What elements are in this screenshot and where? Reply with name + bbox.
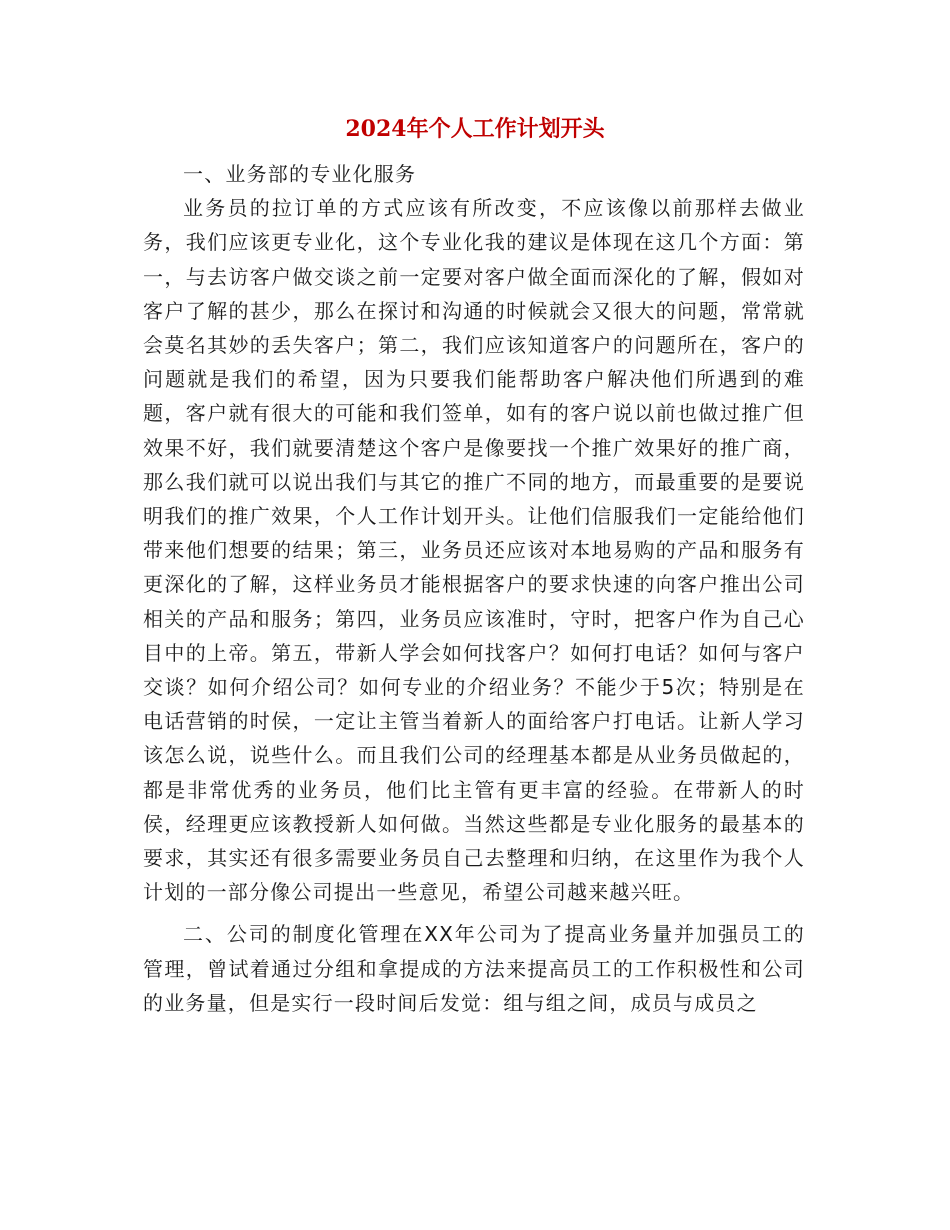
document-title: 2024年个人工作计划开头	[345, 116, 605, 142]
section-heading: 一、业务部的专业化服务	[183, 162, 417, 186]
document-body	[143, 157, 805, 1020]
body-paragraph: 二、公司的制度化管理在XX年公司为了提高业务量并加强员工的管理，曾试着通过分组和拿提成的方法来提高员工的工作积极性和公司的业务量，但是实行一段时间后发觉：组与组之间，成员与成员之	[143, 922, 805, 1015]
body-paragraph: 业务员的拉订单的方式应该有所改变，不应该像以前那样去做业务，我们应该更专业化，这个专业化我的建议是体现在这几个方面：第一，与去访客户做交谈之前一定要对客户做全面而深化的了解，假如对客户了解的甚少，那么在探讨和沟通的时候就会又很大的问题，常常就会莫名其妙的丢失客户；第二，我们应该知道客户的问题所在，客户的问题就是我们的希望，因为只要我们能帮助客户解决他们所遇到的难题，客户就有很大的可能和我们签单，如有的客户说以前也做过推广但效果不好，我们就要清楚这个客户是像要找一个推广效果好的推广商，那么我们就可以说出我们与其它的推广不同的地方，而最重要的是要说明我们的推广效果，个人工作计划开头。让他们信服我们一定能给他们带来他们想要的结果；第三，业务员还应该对本地易购的产品和服务有更深化的了解，这样业务员才能根据客户的要求快速的向客户推出公司相关的产品和服务；第四，业务员应该准时，守时，把客户作为自己心目中的上帝。第五，带新人学会如何找客户？如何打电话？如何与客户交谈？如何介绍公司？如何专业的介绍业务？不能少于5次；特别是在电话营销的时侯，一定让主管当着新人的面给客户打电话。让新人学习该怎么说，说些什么。而且我们公司的经理基本都是从业务员做起的，都是非常优秀的业务员，他们比主管有更丰富的经验。在带新人的时侯，经理更应该教授新人如何做。当然这些都是专业化服务的最基本的要求，其实还有很多需要业务员自己去整理和归纳，在这里作为我个人计划的一部分像公司提出一些意见，希望公司越来越兴旺。	[143, 196, 805, 905]
